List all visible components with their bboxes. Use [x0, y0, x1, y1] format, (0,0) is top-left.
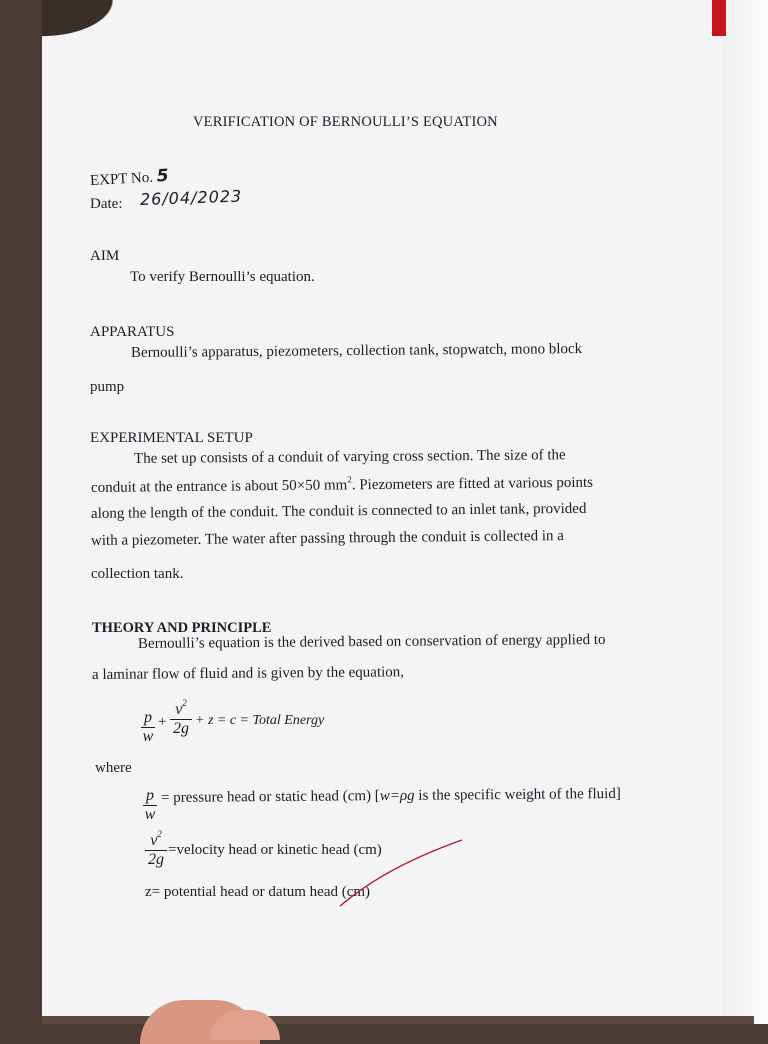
apparatus-heading: APPARATUS	[90, 324, 175, 340]
equation-terms: + z = c =	[195, 713, 253, 728]
square-sup: 2	[182, 698, 187, 708]
date-value: 26/04/2023	[139, 186, 243, 209]
setup-line-1: The set up consists of a conduit of varying cross section. The size of the	[133, 447, 566, 467]
pressure-head-label: = pressure head or static head (cm) [	[160, 788, 380, 806]
fraction-denominator-2g: 2g	[173, 720, 189, 737]
setup-line-2-text: conduit at the entrance is about 50×50 mm	[90, 477, 348, 496]
date-label: Date:	[90, 196, 123, 212]
pressure-head-tail: is the specific weight of the fluid]	[414, 785, 621, 804]
plus-sign: +	[158, 714, 167, 730]
setup-line-4: with a piezometer. The water after passing through the conduit is collected in a	[90, 528, 564, 549]
square-sup: 2	[157, 829, 162, 839]
aim-text: To verify Bernoulli’s equation.	[130, 269, 315, 285]
fraction-denominator-w: w	[142, 728, 154, 745]
specific-weight-expr: w=ρg	[379, 787, 415, 805]
setup-line-2-period: .	[351, 477, 356, 494]
squared-sup: 2	[347, 474, 352, 485]
apparatus-line-2: pump	[90, 379, 125, 395]
velocity-head-text: =velocity head or kinetic head (cm)	[168, 842, 382, 858]
fraction-numerator-p: p	[144, 709, 152, 726]
theory-line-2: a laminar flow of fluid and is given by the equation,	[91, 664, 405, 683]
total-energy: Total Energy	[252, 713, 325, 728]
fraction-denominator-2g: 2g	[148, 851, 164, 868]
where-label: where	[95, 760, 132, 776]
expt-number: 5	[156, 165, 171, 187]
v-symbol: v	[175, 701, 183, 718]
theory-heading: THEORY AND PRINCIPLE	[92, 620, 272, 636]
setup-heading: EXPERIMENTAL SETUP	[90, 430, 253, 446]
apparatus-line-1: Bernoulli’s apparatus, piezometers, collection tank, stopwatch, mono block	[130, 341, 583, 361]
setup-line-2-tail: Piezometers are fitted at various points	[359, 474, 594, 494]
aim-heading: AIM	[90, 248, 120, 264]
page-title: VERIFICATION OF BERNOULLI’S EQUATION	[193, 114, 498, 130]
setup-line-3: along the length of the conduit. The conduit is connected to an inlet tank, provided	[90, 500, 587, 522]
fraction-denominator-w: w	[144, 806, 156, 823]
setup-line-5: collection tank.	[91, 566, 184, 582]
potential-head-text: z= potential head or datum head (cm)	[145, 884, 371, 900]
red-pen-tick	[340, 840, 462, 906]
expt-label: EXPT No.	[89, 169, 154, 189]
theory-line-1: Bernoulli’s equation is the derived based on conservation of energy applied to	[137, 631, 606, 652]
fraction-numerator-p: p	[146, 787, 154, 804]
v-symbol: v	[150, 832, 158, 849]
